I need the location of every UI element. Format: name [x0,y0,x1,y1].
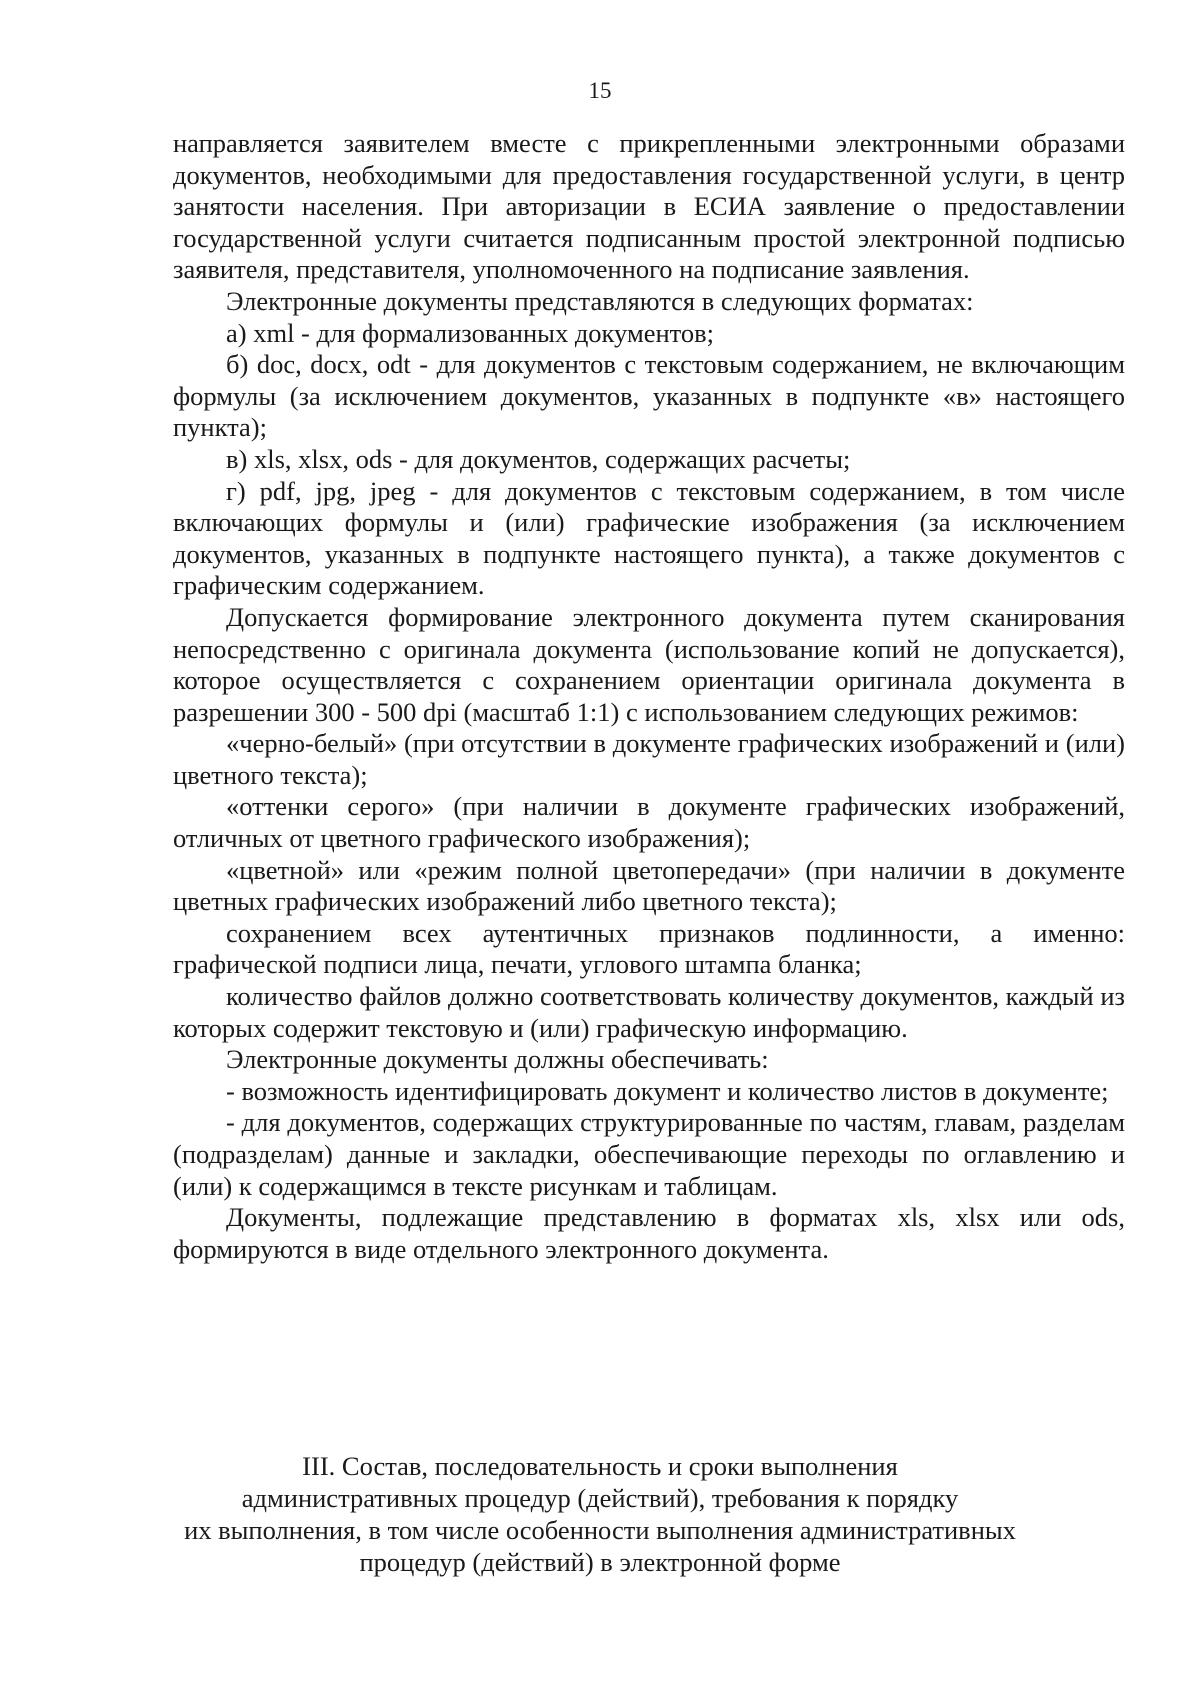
paragraph-spreadsheets: Документы, подлежащие представлению в форматах xls, xlsx или ods, формируются в виде отдельного электронного документа. [173,1202,1125,1264]
paragraph-scanning: Допускается формирование электронного документа путем сканирования непосредственно с оригинала документа (использование копий не допускается), которое осуществляется с сохранением ориентации оригинала документа в разрешении 300 - 500 dpi (масштаб 1:1) с использованием следующих режимов: [173,601,1125,727]
section-heading-line: процедур (действий) в электронной форме [359,1547,841,1577]
mode-grayscale: «оттенки серого» (при наличии в документе графических изображений, отличных от цветного графического изображения); [173,791,1125,854]
mode-black-white: «черно-белый» (при отсутствии в документе графических изображений и (или) цветного текста); [173,728,1125,790]
section-heading-line: административных процедур (действий), требования к порядку [241,1483,959,1513]
list-item-g: г) pdf, jpg, jpeg - для документов с текстовым содержанием, в том числе включающих формулы и (или) графические изображения (за исключением документов, указанных в подпункте настоящего пункта), а также документов с графическим содержанием. [173,475,1125,601]
list-item-v: в) xls, xlsx, ods - для документов, содержащих расчеты; [226,443,851,474]
requirement-identify: - возможность идентифицировать документ и количество листов в документе; [226,1075,1109,1106]
section-heading [150,1450,1050,1578]
section-heading-line: их выполнения, в том числе особенности выполнения административных [184,1515,1016,1545]
paragraph-continuation: направляется заявителем вместе с прикрепленными электронными образами документов, необходимыми для предоставления государственной услуги, в центр занятости населения. При авторизации в ЕСИА заявление о предоставлении государственной услуги считается подписанным простой электронной подписью заявителя, представителя, уполномоченного на подписание заявления. [173,128,1125,285]
paragraph-formats-intro: Электронные документы представляются в следующих форматах: [226,285,974,316]
mode-color: «цветной» или «режим полной цветопередачи» (при наличии в документе цветных графических изображений либо цветного текста); [173,854,1125,917]
section-heading-line: III. Состав, последовательность и сроки выполнения [302,1451,898,1481]
page-number: 15 [588,78,612,103]
paragraph-file-count: количество файлов должно соответствовать количеству документов, каждый из которых содержит текстовую и (или) графическую информацию. [173,981,1125,1043]
paragraph-requirements-intro: Электронные документы должны обеспечивать: [226,1044,769,1075]
paragraph-authenticity: сохранением всех аутентичных признаков подлинности, а именно: графической подписи лица, печати, углового штампа бланка; [173,917,1125,980]
list-item-a: а) xml - для формализованных документов; [226,317,715,348]
document-body [173,128,1125,1265]
requirement-navigation: - для документов, содержащих структурированные по частям, главам, разделам (подразделам) данные и закладки, обеспечивающие переходы по оглавлению и (или) к содержащимся в тексте рисункам и таблицам. [173,1107,1125,1201]
list-item-b: б) doc, docx, odt - для документов с текстовым содержанием, не включающим формулы (за исключением документов, указанных в подпункте «в» настоящего пункта); [173,349,1125,443]
